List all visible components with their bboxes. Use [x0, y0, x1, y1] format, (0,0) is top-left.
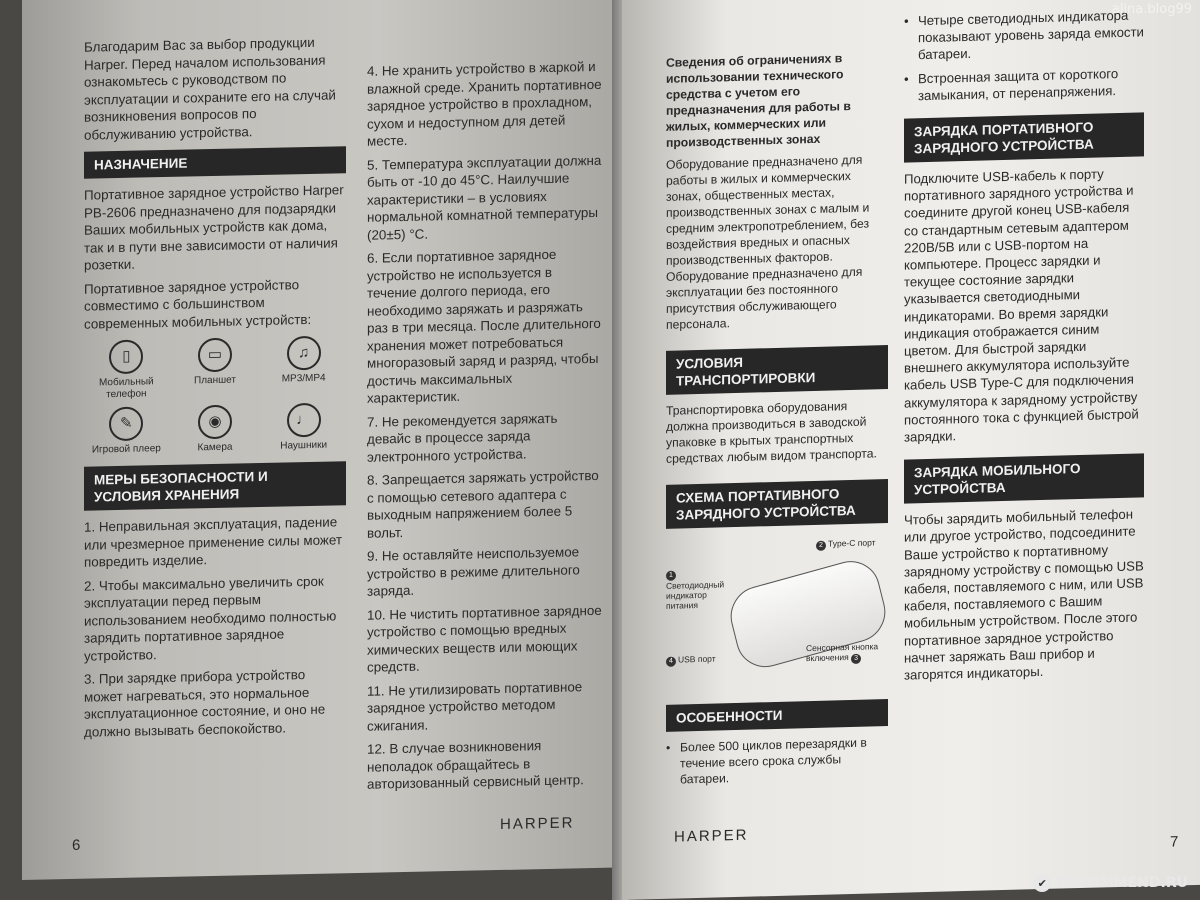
safety-item-6: 6. Если портативное зарядное устройство не используется в течение долгого периода, его необходимо заряжать и разряжать раз в три месяца. После длительного хранения может потребоваться многоразовый заряд и разряд, чтобы достичь максимальных характеристик.: [367, 246, 601, 406]
label-button: [806, 641, 884, 665]
safety-item-8: 8. Запрещается заряжать устройство с помощью сетевого адаптера с выходным напряжением более 5 вольт.: [367, 467, 599, 541]
device-label: Наушники: [280, 439, 328, 452]
purpose-text-1: Портативное зарядное устройство Harper PB-2606 предназначено для подзарядки Ваших мобильных устройств как дома, так и в пути вне зависимости от наличия розетки.: [84, 182, 344, 273]
marker-4: 4: [666, 657, 676, 667]
features-header: ОСОБЕННОСТИ: [666, 699, 888, 732]
left-column-1: [84, 33, 346, 746]
recommend-icon: ✔: [1033, 874, 1051, 892]
safety-item-4: 4. Не хранить устройство в жаркой и влажной среде. Хранить портативное зарядное устройство в прохладном, сухом и недоступном для детей месте.: [367, 58, 602, 149]
gamepad-icon: ✎: [109, 406, 143, 441]
right-column-1: [666, 49, 888, 794]
label-typec: [816, 537, 876, 551]
recommend-text: RECOMMEND.RU: [1057, 875, 1188, 891]
usb-label: USB порт: [678, 653, 716, 665]
scheme-header: СХЕМА ПОРТАТИВНОГО ЗАРЯДНОГО УСТРОЙСТВА: [666, 479, 888, 529]
purpose-text-2: Портативное зарядное устройство совместимо с большинством современных мобильных устройств:: [84, 276, 312, 332]
safety-item-2: 2. Чтобы максимально увеличить срок эксплуатации перед первым использованием необходимо полностью зарядить портативное зарядное устройство.: [84, 573, 337, 664]
camera-icon: ◉: [198, 405, 232, 440]
label-led: [666, 567, 736, 611]
recommend-logo: [1033, 874, 1188, 892]
phone-icon: ▯: [109, 339, 143, 374]
device-label: Мобильный телефон: [98, 376, 154, 401]
device-label: Игровой плеер: [91, 443, 161, 456]
safety-item-1: 1. Неправильная эксплуатация, падение или чрезмерное применение силы может повредить изделие.: [84, 514, 342, 570]
safety-item-9: 9. Не оставляйте неиспользуемое устройство в режиме длительного заряда.: [367, 544, 580, 599]
watermark-text: alina.blog99: [1111, 2, 1192, 17]
button-label: Сенсорная кнопка включения: [806, 641, 879, 664]
charge-mobile-header: ЗАРЯДКА МОБИЛЬНОГО УСТРОЙСТВА: [904, 454, 1144, 504]
background-edge: [0, 300, 10, 420]
device-icon-mp3: [261, 335, 346, 398]
feature-item-1: • Более 500 циклов перезарядки в течение всего срока службы батареи.: [666, 734, 888, 788]
marker-1: 1: [666, 571, 676, 581]
page-number-right: 7: [1170, 833, 1179, 851]
safety-item-12: 12. В случае возникновения неполадок обращайтесь в авторизованный сервисный центр.: [367, 738, 584, 792]
charge-powerbank-text: Подключите USB-кабель к порту портативного зарядного устройства и соедините другой конец USB-кабеля со стандартным сетевым адаптером 220В/5В или с USB-портом на компьютере. Процесс зарядки и текущее состояние зарядки указывается светодиодными индикаторами. Во время зарядки индикация отображается синим цветом. Для быстрой зарядки внешнего аккумулятора используйте кабель USB Type-C для подключения аккумулятора к зарядному устройству постоянного тока с функцией быстрой зарядки.: [904, 166, 1139, 445]
charge-powerbank-header: ЗАРЯДКА ПОРТАТИВНОГО ЗАРЯДНОГО УСТРОЙСТВА: [904, 112, 1144, 162]
safety-item-7: 7. Не рекомендуется заряжать девайс в процессе заряда электронного устройства.: [367, 410, 558, 465]
safety-header: МЕРЫ БЕЗОПАСНОСТИ И УСЛОВИЯ ХРАНЕНИЯ: [84, 461, 346, 510]
safety-item-3: 3. При зарядке прибора устройство может нагреваться, это нормальное эксплуатационное состояние, и оно не должно вызывать беспокойство.: [84, 667, 326, 740]
limits-text: Оборудование предназначено для работы в жилых и коммерческих зонах, общественных местах, производственных зонах с малым и средним электропотреблением, без воздействия вредных и опасных производственных факторов. Оборудование предназначено для эксплуатации без постоянного присутствия обслуживающего персонала.: [666, 152, 870, 332]
left-column-2: [367, 58, 603, 799]
tablet-icon: ▭: [198, 338, 232, 373]
feature-item-2: • Четыре светодиодных индикатора показывают уровень заряда емкости батареи.: [904, 6, 1144, 64]
label-usb: [666, 654, 716, 667]
right-page: [622, 0, 1200, 900]
device-icon-camera: [173, 404, 258, 455]
feature-item-3: • Встроенная защита от короткого замыкания, от перенапряжения.: [904, 64, 1144, 105]
safety-item-10: 10. Не чистить портативное зарядное устройство с помощью вредных химических веществ или моющих средств.: [367, 602, 602, 675]
safety-item-5: 5. Температура эксплуатации должна быть от -10 до 45°С. Наилучшие характеристики – в условиях нормальной комнатной температуры (20±5) °С.: [367, 152, 602, 243]
page-number-left: 6: [72, 836, 81, 854]
intro-text: Благодарим Вас за выбор продукции Harper. Перед началом использования ознакомьтесь с руководством по эксплуатации и сохраните его на случай возникновения вопросов по обслуживанию устройства.: [84, 34, 336, 143]
device-label: Камера: [197, 441, 233, 454]
safety-item-11: 11. Не утилизировать портативное зарядное устройство методом сжигания.: [367, 678, 583, 734]
headphones-icon: ♩: [287, 403, 321, 438]
device-icon-phone: [84, 339, 169, 402]
device-icon-tablet: [173, 337, 258, 400]
marker-3: 3: [851, 654, 861, 664]
brand-logo-left: HARPER: [500, 814, 575, 833]
device-icon-headphones: [261, 402, 346, 453]
led-label: Светодиодный индикатор питания: [666, 579, 725, 611]
device-label: MP3/MP4: [281, 372, 326, 385]
device-label: Планшет: [194, 374, 236, 387]
marker-2: 2: [816, 541, 826, 551]
device-diagram: [666, 531, 888, 697]
charge-mobile-text: Чтобы зарядить мобильный телефон или другое устройство, подсоедините Ваше устройство к портативному зарядному устройству с помощью USB кабеля, поставляемого с ним, или USB кабеля, поставляемого с Вашим мобильным устройством. После этого портативное зарядное устройство начнет заряжать Ваш прибор и загорятся индикаторы.: [904, 506, 1144, 683]
device-icons: [84, 335, 346, 456]
mp3-icon: ♫: [287, 336, 321, 371]
typec-label: Type-C порт: [828, 537, 876, 549]
left-page: [22, 0, 617, 880]
limits-title: Сведения об ограничениях в использовании технического средства с учетом его предназначения для работы в жилых, коммерческих или производственных зонах: [666, 51, 851, 150]
device-icon-gamepad: [84, 406, 169, 457]
right-column-2: [904, 6, 1144, 690]
brand-logo-right: HARPER: [674, 826, 749, 846]
transport-text: Транспортировка оборудования должна производиться в заводской упаковке в крытых транспортных средствах любым видом транспорта.: [666, 399, 877, 466]
purpose-header: НАЗНАЧЕНИЕ: [84, 146, 346, 178]
transport-header: УСЛОВИЯ ТРАНСПОРТИРОВКИ: [666, 345, 888, 395]
